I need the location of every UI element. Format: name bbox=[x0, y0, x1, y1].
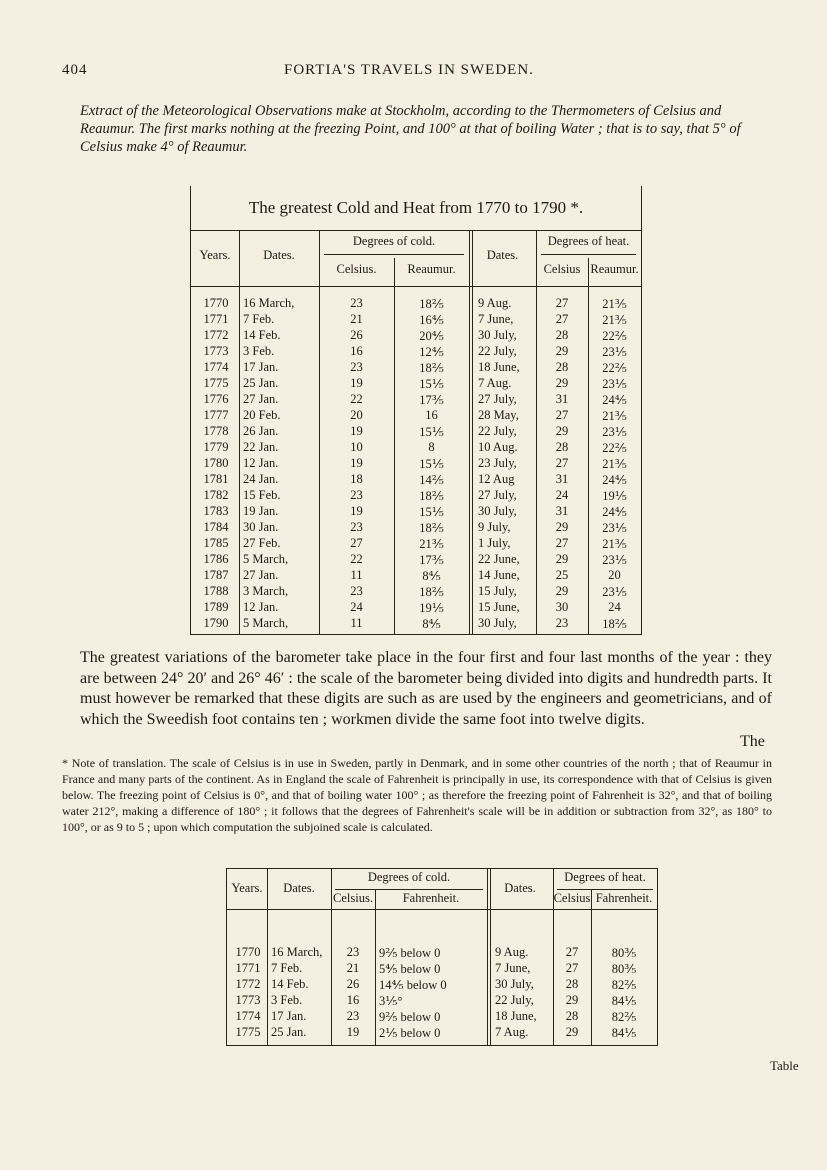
table-cell-celsius-heat: 23 bbox=[555, 616, 569, 630]
table-cell-celsius-heat: 29 bbox=[555, 344, 569, 358]
table-cell-date-heat: 22 July, bbox=[495, 993, 534, 1007]
table-cell-date-heat: 30 July, bbox=[478, 616, 517, 630]
catchword: Table bbox=[770, 1058, 799, 1073]
table-cell-celsius-cold: 10 bbox=[350, 440, 363, 454]
table-cell-reaumur-cold: 8⅘ bbox=[422, 617, 441, 631]
table-cell-reaumur-heat: 24⅘ bbox=[602, 505, 627, 519]
table-cell-celsius-cold: 22 bbox=[350, 552, 363, 566]
table-cell-fahrenheit-heat: 84⅕ bbox=[611, 1026, 637, 1040]
table-cell-date-heat: 7 June, bbox=[495, 961, 531, 975]
table-cell-fahrenheit-cold: 5⅘ below 0 bbox=[379, 962, 441, 976]
table-cell-reaumur-heat: 24 bbox=[608, 600, 621, 614]
table-cell-year: 1774 bbox=[235, 1009, 261, 1023]
table-cell-date-heat: 7 Aug. bbox=[478, 376, 512, 390]
table-cell-reaumur-heat: 20 bbox=[608, 568, 621, 582]
table-cell-date: 5 March, bbox=[243, 616, 289, 630]
table-cell-date: 3 Feb. bbox=[271, 993, 303, 1007]
col-years: Years. bbox=[231, 881, 263, 895]
table-cell-celsius-cold: 26 bbox=[346, 977, 360, 991]
table-cell-celsius-heat: 28 bbox=[565, 977, 579, 991]
table-cell-date-heat: 30 July, bbox=[495, 977, 534, 991]
table-cell-celsius-heat: 28 bbox=[555, 328, 569, 342]
table-cell-reaumur-cold: 8⅘ bbox=[422, 569, 441, 583]
table-cell-reaumur-heat: 21⅗ bbox=[602, 537, 627, 551]
table-cell-date: 22 Jan. bbox=[243, 440, 279, 454]
table-cell-celsius-cold: 18 bbox=[350, 472, 363, 486]
table-cell-date: 16 March, bbox=[271, 945, 323, 959]
catchword: The bbox=[740, 733, 765, 750]
table-cell-reaumur-cold: 15⅕ bbox=[419, 505, 444, 519]
table-cell-reaumur-heat: 21⅗ bbox=[602, 313, 627, 327]
table-cell-celsius-cold: 23 bbox=[346, 945, 360, 959]
table-cell-reaumur-cold: 15⅕ bbox=[419, 457, 444, 471]
running-title: FORTIA'S TRAVELS IN SWEDEN. bbox=[284, 62, 534, 78]
table-cell-date: 14 Feb. bbox=[271, 977, 309, 991]
table-cell-year: 1781 bbox=[203, 472, 229, 486]
table-cell-year: 1784 bbox=[203, 520, 229, 534]
table-cell-reaumur-heat: 23⅕ bbox=[602, 585, 627, 599]
table-cell-reaumur-heat: 22⅖ bbox=[602, 361, 627, 375]
table-cell-year: 1773 bbox=[203, 344, 229, 358]
table-cell-reaumur-heat: 18⅖ bbox=[602, 617, 627, 631]
table-cell-date-heat: 30 July, bbox=[478, 504, 517, 518]
table-cell-date: 12 Jan. bbox=[243, 456, 279, 470]
table-cell-year: 1789 bbox=[203, 600, 229, 614]
table-cell-celsius-cold: 23 bbox=[350, 360, 363, 374]
table-cell-celsius-cold: 24 bbox=[350, 600, 363, 614]
table-cell-date-heat: 1 July, bbox=[478, 536, 511, 550]
table-cell-reaumur-cold: 18⅖ bbox=[419, 297, 444, 311]
table-cell-date-heat: 18 June, bbox=[495, 1009, 537, 1023]
table-cell-celsius-heat: 28 bbox=[565, 1009, 579, 1023]
table-cell-reaumur-heat: 22⅖ bbox=[602, 441, 627, 455]
table-cell-celsius-heat: 28 bbox=[555, 440, 569, 454]
table-cell-celsius-cold: 11 bbox=[350, 568, 363, 582]
table-cell-celsius-cold: 20 bbox=[350, 408, 363, 422]
table-cell-date-heat: 7 June, bbox=[478, 312, 514, 326]
table-cell-fahrenheit-heat: 80⅗ bbox=[611, 946, 637, 960]
table-cell-year: 1779 bbox=[203, 440, 229, 454]
col-years: Years. bbox=[199, 248, 231, 262]
table-cell-fahrenheit-cold: 9⅖ below 0 bbox=[379, 946, 441, 960]
table-cell-celsius-cold: 27 bbox=[350, 536, 363, 550]
table-cell-date-heat: 9 Aug. bbox=[478, 296, 512, 310]
col-heat-reaumur: Reaumur. bbox=[590, 262, 639, 276]
table-cell-year: 1770 bbox=[235, 945, 261, 959]
col-dates: Dates. bbox=[263, 248, 295, 262]
table-cell-reaumur-heat: 21⅗ bbox=[602, 297, 627, 311]
table-cell-celsius-cold: 21 bbox=[350, 312, 363, 326]
table-cell-date: 7 Feb. bbox=[243, 312, 275, 326]
col-dates-heat: Dates. bbox=[504, 881, 536, 895]
table-cell-celsius-heat: 27 bbox=[555, 456, 569, 470]
table-cell-celsius-cold: 21 bbox=[346, 961, 360, 975]
barometer-paragraph: The greatest variations of the barometer take place in the four first and four last months of the year : they are between 24° 20′ and 26° 46′ : the scale of the barometer being divided into digits and hundredth parts. It must however be remarked that these digits are such as are used by the engineers and geometricians, and of which the Sweedish foot contains ten ; workmen divide the same foot into twelve digits. bbox=[80, 649, 772, 728]
table-cell-celsius-cold: 19 bbox=[350, 376, 363, 390]
table-cell-year: 1780 bbox=[203, 456, 229, 470]
table-cell-reaumur-cold: 18⅖ bbox=[419, 361, 444, 375]
table-cell-reaumur-cold: 18⅖ bbox=[419, 489, 444, 503]
table-cell-celsius-heat: 31 bbox=[555, 504, 569, 518]
table-cell-date-heat: 12 Aug bbox=[478, 472, 515, 486]
col-dates-heat: Dates. bbox=[486, 248, 519, 262]
table-cell-fahrenheit-cold: 2⅕ below 0 bbox=[379, 1026, 441, 1040]
table-cell-reaumur-cold: 16 bbox=[425, 408, 438, 422]
table-cell-date-heat: 14 June, bbox=[478, 568, 520, 582]
table-cell-date-heat: 10 Aug. bbox=[478, 440, 518, 454]
table-cell-date-heat: 28 May, bbox=[478, 408, 519, 422]
table-cell-celsius-heat: 27 bbox=[565, 945, 579, 959]
table-cell-celsius-heat: 29 bbox=[555, 520, 569, 534]
table-cell-celsius-cold: 11 bbox=[350, 616, 363, 630]
table-cell-celsius-heat: 29 bbox=[555, 552, 569, 566]
table-cell-reaumur-heat: 21⅗ bbox=[602, 457, 627, 471]
table-cell-date-heat: 18 June, bbox=[478, 360, 520, 374]
table-cell-year: 1786 bbox=[203, 552, 229, 566]
table-cell-celsius-heat: 31 bbox=[555, 392, 569, 406]
table-cell-reaumur-cold: 8 bbox=[428, 440, 435, 454]
table-cell-celsius-heat: 27 bbox=[555, 536, 569, 550]
table-cell-year: 1775 bbox=[235, 1025, 261, 1039]
table-cell-year: 1772 bbox=[203, 328, 229, 342]
table-cell-reaumur-heat: 21⅗ bbox=[602, 409, 627, 423]
table-cell-date: 27 Jan. bbox=[243, 568, 279, 582]
table-cell-date: 25 Jan. bbox=[271, 1025, 307, 1039]
table-cell-reaumur-cold: 12⅘ bbox=[419, 345, 444, 359]
table-cell-date: 15 Feb. bbox=[243, 488, 281, 502]
table-header bbox=[191, 230, 641, 287]
table-cell-date-heat: 30 July, bbox=[478, 328, 517, 342]
table-cell-reaumur-heat: 23⅕ bbox=[602, 377, 627, 391]
table-cell-reaumur-cold: 14⅖ bbox=[419, 473, 444, 487]
table-cell-reaumur-cold: 18⅖ bbox=[419, 585, 444, 599]
translator-footnote: * Note of translation. The scale of Celsius is in use in Sweden, partly in Denmark, and in some other countries of the north ; that of Reaumur in France and many parts of the continent. As in England the scale of Fahrenheit is principally in use, its correspondence with that of Celsius is given below. The freezing point of Celsius is 0°, and that of boiling water 100° ; as therefore the freezing point of Fahrenheit is 32°, and that of boiling water 212°, making a difference of 180° ; it follows that the degrees of Fahrenheit's scale will be in addition or subtraction from 32°, as 180° to 100°, or as 9 to 5 ; upon which computation the subjoined scale is calculated. bbox=[62, 756, 772, 834]
col-heat-fahrenheit: Fahrenheit. bbox=[595, 891, 653, 905]
table-cell-date-heat: 22 July, bbox=[478, 424, 517, 438]
table-cell-date-heat: 15 June, bbox=[478, 600, 520, 614]
table-title: The greatest Cold and Heat from 1770 to 1790 *. bbox=[191, 186, 641, 231]
table-cell-date: 26 Jan. bbox=[243, 424, 279, 438]
table-cell-date: 14 Feb. bbox=[243, 328, 281, 342]
table-cell-year: 1773 bbox=[235, 993, 261, 1007]
table-cell-date: 7 Feb. bbox=[271, 961, 303, 975]
table-cell-reaumur-cold: 18⅖ bbox=[419, 521, 444, 535]
table-cell-celsius-cold: 16 bbox=[350, 344, 363, 358]
temperature-table-reaumur bbox=[190, 186, 642, 635]
table-cell-date: 12 Jan. bbox=[243, 600, 279, 614]
table-cell-reaumur-cold: 20⅘ bbox=[419, 329, 444, 343]
table-cell-date: 27 Jan. bbox=[243, 392, 279, 406]
table-cell-date: 17 Jan. bbox=[243, 360, 279, 374]
table-cell-reaumur-heat: 22⅖ bbox=[602, 329, 627, 343]
table-cell-date: 24 Jan. bbox=[243, 472, 279, 486]
table-cell-reaumur-cold: 17⅗ bbox=[419, 393, 444, 407]
table-cell-celsius-cold: 19 bbox=[350, 456, 363, 470]
running-header bbox=[62, 62, 772, 84]
col-heat: Degrees of heat. bbox=[564, 870, 646, 884]
table-cell-reaumur-heat: 19⅕ bbox=[602, 489, 627, 503]
table-cell-celsius-heat: 27 bbox=[555, 296, 569, 310]
table-cell-celsius-heat: 27 bbox=[555, 312, 569, 326]
table-cell-year: 1776 bbox=[203, 392, 229, 406]
table-cell-fahrenheit-heat: 80⅗ bbox=[611, 962, 637, 976]
table-cell-date: 5 March, bbox=[243, 552, 289, 566]
table-cell-fahrenheit-cold: 9⅖ below 0 bbox=[379, 1010, 441, 1024]
table-cell-reaumur-cold: 16⅘ bbox=[419, 313, 444, 327]
table-cell-celsius-heat: 24 bbox=[555, 488, 569, 502]
table-cell-celsius-heat: 29 bbox=[565, 993, 579, 1007]
table-cell-date-heat: 15 July, bbox=[478, 584, 517, 598]
table-cell-date: 17 Jan. bbox=[271, 1009, 307, 1023]
table-cell-celsius-cold: 23 bbox=[350, 520, 363, 534]
table-cell-reaumur-cold: 15⅕ bbox=[419, 425, 444, 439]
table-cell-reaumur-heat: 23⅕ bbox=[602, 521, 627, 535]
table-cell-celsius-heat: 29 bbox=[555, 376, 569, 390]
col-heat-celsius: Celsius bbox=[543, 262, 581, 276]
table-cell-date: 20 Feb. bbox=[243, 408, 281, 422]
page-number: 404 bbox=[62, 62, 88, 78]
table-cell-reaumur-cold: 21⅗ bbox=[419, 537, 444, 551]
table-cell-date: 16 March, bbox=[243, 296, 295, 310]
table-cell-year: 1775 bbox=[203, 376, 229, 390]
table-cell-celsius-cold: 23 bbox=[350, 296, 363, 310]
table-cell-fahrenheit-heat: 82⅖ bbox=[611, 1010, 637, 1024]
table-cell-celsius-heat: 28 bbox=[555, 360, 569, 374]
col-heat-celsius: Celsius bbox=[553, 891, 591, 905]
table-cell-year: 1774 bbox=[203, 360, 229, 374]
table-cell-year: 1771 bbox=[235, 961, 261, 975]
table-cell-year: 1778 bbox=[203, 424, 229, 438]
table-cell-date: 25 Jan. bbox=[243, 376, 279, 390]
table-cell-fahrenheit-heat: 82⅖ bbox=[611, 978, 637, 992]
table-cell-year: 1787 bbox=[203, 568, 229, 582]
col-cold-celsius: Celsius. bbox=[333, 891, 373, 905]
table-cell-date: 3 Feb. bbox=[243, 344, 275, 358]
table-cell-date-heat: 27 July, bbox=[478, 392, 517, 406]
table-cell-year: 1782 bbox=[203, 488, 229, 502]
col-cold-fahrenheit: Fahrenheit. bbox=[402, 891, 460, 905]
table-cell-celsius-heat: 31 bbox=[555, 472, 569, 486]
table-cell-celsius-cold: 26 bbox=[350, 328, 363, 342]
table-cell-reaumur-heat: 23⅕ bbox=[602, 425, 627, 439]
table-cell-year: 1777 bbox=[203, 408, 229, 422]
table-cell-date: 30 Jan. bbox=[243, 520, 279, 534]
table-cell-year: 1788 bbox=[203, 584, 229, 598]
table-cell-reaumur-cold: 19⅕ bbox=[419, 601, 444, 615]
table-cell-year: 1783 bbox=[203, 504, 229, 518]
table-cell-celsius-cold: 19 bbox=[350, 424, 363, 438]
table-cell-reaumur-heat: 24⅘ bbox=[602, 393, 627, 407]
table-cell-fahrenheit-cold: 14⅘ below 0 bbox=[379, 978, 447, 992]
table-cell-celsius-cold: 16 bbox=[346, 993, 360, 1007]
table-cell-year: 1785 bbox=[203, 536, 229, 550]
table-cell-celsius-cold: 23 bbox=[350, 584, 363, 598]
table-cell-fahrenheit-heat: 84⅕ bbox=[611, 994, 637, 1008]
table-cell-reaumur-heat: 24⅘ bbox=[602, 473, 627, 487]
intro-text: Extract of the Meteorological Observations make at Stockholm, according to the Thermometers of Celsius and Reaumur. The first marks nothing at the freezing Point, and 100° at that of boiling Water ; that is to say, that 5° of Celsius make 4° of Reaumur. bbox=[80, 103, 741, 155]
table-cell-date-heat: 23 July, bbox=[478, 456, 517, 470]
table-cell-date-heat: 22 July, bbox=[478, 344, 517, 358]
col-cold: Degrees of cold. bbox=[352, 234, 436, 248]
table-cell-celsius-cold: 23 bbox=[346, 1009, 360, 1023]
table-cell-year: 1770 bbox=[203, 296, 229, 310]
table-cell-celsius-cold: 19 bbox=[350, 504, 363, 518]
table-cell-reaumur-heat: 23⅕ bbox=[602, 345, 627, 359]
table-cell-date-heat: 9 Aug. bbox=[495, 945, 529, 959]
table-cell-celsius-heat: 29 bbox=[555, 424, 569, 438]
table-cell-celsius-heat: 25 bbox=[555, 568, 569, 582]
table-cell-date-heat: 27 July, bbox=[478, 488, 517, 502]
table-cell-date: 3 March, bbox=[243, 584, 289, 598]
temperature-table-fahrenheit bbox=[226, 868, 658, 1046]
table-cell-reaumur-cold: 15⅕ bbox=[419, 377, 444, 391]
table-cell-celsius-heat: 27 bbox=[555, 408, 569, 422]
table-cell-reaumur-heat: 23⅕ bbox=[602, 553, 627, 567]
col-dates: Dates. bbox=[283, 881, 315, 895]
col-cold-reaumur: Reaumur. bbox=[407, 262, 456, 276]
table-cell-celsius-heat: 29 bbox=[555, 584, 569, 598]
table-cell-celsius-heat: 30 bbox=[555, 600, 569, 614]
table-cell-date: 19 Jan. bbox=[243, 504, 279, 518]
table-cell-celsius-cold: 22 bbox=[350, 392, 363, 406]
col-heat: Degrees of heat. bbox=[547, 234, 630, 248]
table-cell-reaumur-cold: 17⅗ bbox=[419, 553, 444, 567]
table-cell-date: 27 Feb. bbox=[243, 536, 281, 550]
table-cell-celsius-cold: 23 bbox=[350, 488, 363, 502]
table-cell-celsius-heat: 29 bbox=[565, 1025, 579, 1039]
table-cell-year: 1772 bbox=[235, 977, 261, 991]
table-cell-date-heat: 9 July, bbox=[478, 520, 511, 534]
table-cell-fahrenheit-cold: 3⅕° bbox=[379, 994, 403, 1008]
col-cold: Degrees of cold. bbox=[367, 870, 451, 884]
table-cell-year: 1790 bbox=[203, 616, 229, 630]
table-cell-celsius-heat: 27 bbox=[565, 961, 579, 975]
table-cell-date-heat: 7 Aug. bbox=[495, 1025, 529, 1039]
table-cell-year: 1771 bbox=[203, 312, 229, 326]
col-cold-celsius: Celsius. bbox=[336, 262, 377, 276]
table-cell-celsius-cold: 19 bbox=[346, 1025, 360, 1039]
table-cell-date-heat: 22 June, bbox=[478, 552, 520, 566]
